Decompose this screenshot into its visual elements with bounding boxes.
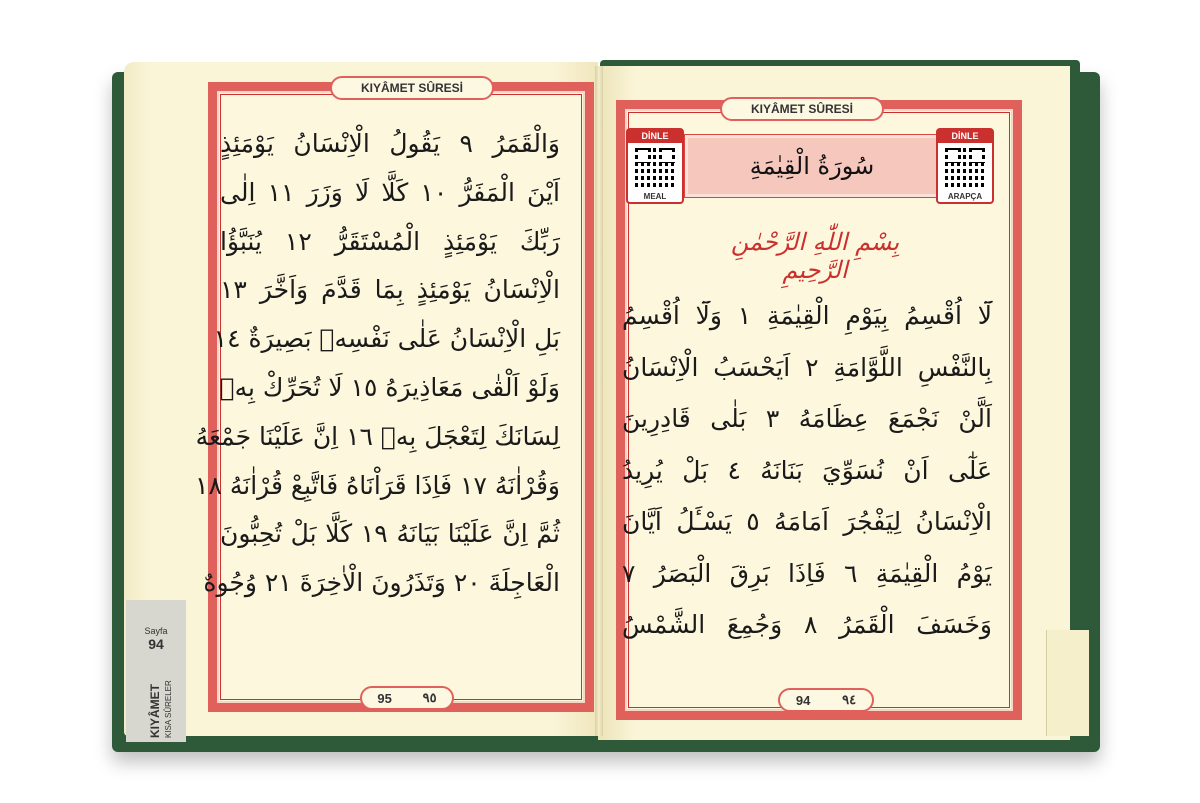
page-number-arabic: ٩٥ [422, 690, 437, 705]
page-number-latin: 95 [377, 690, 392, 706]
right-page-title: KIYÂMET SÛRESİ [720, 97, 884, 121]
text-line: لِسَانَكَ لِتَعْجَلَ بِهٖ ١٦ اِنَّ عَلَيْنَا جَمْعَهُ [195, 421, 560, 451]
text-line: وَخَسَفَ الْقَمَرُ ٨ وَجُمِعَ الشَّمْسُ [622, 610, 992, 639]
page-number-arabic: ٩٤ [842, 692, 857, 707]
text-line: بَلِ الْاِنْسَانُ عَلٰى نَفْسِهٖ بَصِيرَةٌ ١٤ [213, 324, 560, 354]
basmala: بِسْمِ اللّٰهِ الرَّحْمٰنِ الرَّحِيمِ [730, 228, 900, 284]
qr-code-icon [635, 147, 675, 187]
qr-type-label: MEAL [643, 192, 667, 201]
text-line: ثُمَّ اِنَّ عَلَيْنَا بَيَانَهُ ١٩ كَلَّا بَلْ تُحِبُّونَ [220, 519, 560, 549]
text-line: وَلَوْ اَلْقٰى مَعَاذِيرَهُ ١٥ لَا تُحَرِّكْ بِهٖ [219, 372, 560, 402]
page-number-latin: 94 [795, 692, 811, 708]
qr-code-arabic[interactable] [936, 128, 994, 204]
text-line: لَٓا اُقْسِمُ بِيَوْمِ الْقِيٰمَةِ ١ وَلَٓا اُقْسِمُ [622, 301, 992, 330]
text-line: وَقُرْاٰنَهُ ١٧ فَاِذَا قَرَاْنَاهُ فَاتَّبِعْ قُرْاٰنَهُ ١٨ [195, 470, 560, 500]
side-title: KIYÂMET [148, 684, 162, 738]
text-line: اَيْنَ الْمَفَرُّ ١٠ كَلَّا لَا وَزَرَ ١١ اِلٰى [220, 177, 560, 207]
sayfa-label: Sayfa [144, 626, 168, 636]
left-page-text [195, 120, 560, 608]
left-page-number [360, 686, 454, 710]
qr-type-label: ARAPÇA [947, 192, 983, 201]
text-line: الْاِنْسَانُ لِيَفْجُرَ اَمَامَهُ ٥ يَسْـَٔلُ اَيَّانَ [622, 507, 992, 536]
text-line: يَوْمُ الْقِيٰمَةِ ٦ فَاِذَا بَرِقَ الْبَصَرُ ٧ [622, 558, 992, 588]
qr-listen-label: DİNLE [628, 130, 682, 143]
text-line: اَلَّنْ نَجْمَعَ عِظَامَهُ ٣ بَلٰى قَادِرِينَ [622, 404, 992, 433]
right-page-text [622, 290, 992, 651]
text-line: عَلٰٓى اَنْ نُسَوِّيَ بَنَانَهُ ٤ بَلْ يُرِيدُ [622, 455, 992, 485]
left-page-title: KIYÂMET SÛRESİ [330, 76, 494, 100]
text-line: الْعَاجِلَةَ ٢٠ وَتَذَرُونَ الْاٰخِرَةَ ٢١ وُجُوهٌ [203, 568, 560, 598]
qr-code-icon [945, 147, 985, 187]
side-subtitle: KISA SÛRELER [164, 680, 173, 738]
page-index-tab [1046, 630, 1089, 736]
text-line: وَالْقَمَرُ ٩ يَقُولُ الْاِنْسَانُ يَوْمَئِذٍ [220, 129, 560, 158]
qr-listen-label: DİNLE [938, 130, 992, 143]
text-line: رَبِّكَ يَوْمَئِذٍ الْمُسْتَقَرُّ ١٢ يُنَبَّؤُا [220, 226, 560, 256]
text-line: بِالنَّفْسِ اللَّوَّامَةِ ٢ اَيَحْسَبُ الْاِنْسَانُ [622, 352, 992, 382]
text-line: الْاِنْسَانُ يَوْمَئِذٍ بِمَا قَدَّمَ وَاَخَّرَ ١٣ [220, 275, 560, 305]
sayfa-number: 94 [148, 636, 164, 652]
side-index-label [126, 600, 186, 742]
sura-title: سُورَةُ الْقِيٰمَةِ [684, 134, 940, 198]
book-gutter [595, 66, 603, 736]
right-page-number [778, 688, 874, 712]
qr-code-meal[interactable] [626, 128, 684, 204]
